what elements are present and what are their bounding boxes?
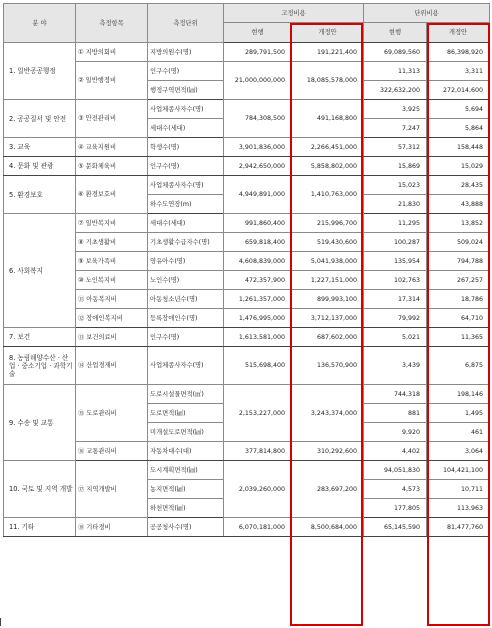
fixed-current-cell: 3,901,836,000 bbox=[224, 138, 292, 157]
unit-revised-cell: 272,014,600 bbox=[427, 81, 490, 100]
unit-revised-cell: 509,024 bbox=[427, 233, 490, 252]
unit-revised-cell: 1,495 bbox=[427, 404, 490, 423]
fixed-revised-cell: 1,227,151,000 bbox=[292, 271, 364, 290]
unit-cell: 세대수(세대) bbox=[148, 119, 224, 138]
unit-current-cell: 79,992 bbox=[364, 309, 427, 328]
fixed-current-cell: 1,476,995,000 bbox=[224, 309, 292, 328]
unit-cell: 인구수(명) bbox=[148, 157, 224, 176]
unit-revised-cell: 104,421,100 bbox=[427, 461, 490, 480]
unit-cell: 사업체종사자수(명) bbox=[148, 176, 224, 195]
unit-current-cell: 15,869 bbox=[364, 157, 427, 176]
header-unit-cost-group: 단위비용 bbox=[364, 4, 490, 23]
unit-current-cell: 3,925 bbox=[364, 100, 427, 119]
unit-current-cell: 100,287 bbox=[364, 233, 427, 252]
unit-cell: 하수도연장(m) bbox=[148, 195, 224, 214]
unit-cell: 영유아수(명) bbox=[148, 252, 224, 271]
unit-revised-cell: 3,064 bbox=[427, 442, 490, 461]
item-cell: ⑦ 일반복지비 bbox=[76, 214, 148, 233]
unit-current-cell: 11,295 bbox=[364, 214, 427, 233]
fixed-revised-cell: 491,168,800 bbox=[292, 100, 364, 138]
table-row bbox=[4, 100, 490, 119]
cost-table-sheet bbox=[3, 3, 489, 537]
field-cell: 1. 일반공공행정 bbox=[4, 43, 76, 100]
unit-current-cell: 7,247 bbox=[364, 119, 427, 138]
unit-cell: 도로면적(㎢) bbox=[148, 404, 224, 423]
unit-cell: 행정구역면적(㎢) bbox=[148, 81, 224, 100]
unit-revised-cell: 113,963 bbox=[427, 499, 490, 518]
unit-cell: 인구수(명) bbox=[148, 62, 224, 81]
unit-cell: 공공청사수(명) bbox=[148, 518, 224, 537]
table-row bbox=[4, 214, 490, 233]
field-cell: 5. 환경보호 bbox=[4, 176, 76, 214]
field-cell: 7. 보건 bbox=[4, 328, 76, 347]
item-cell: ⑭ 산업경제비 bbox=[76, 347, 148, 385]
unit-current-cell: 21,830 bbox=[364, 195, 427, 214]
unit-revised-cell: 10,711 bbox=[427, 480, 490, 499]
fixed-revised-cell: 8,500,684,000 bbox=[292, 518, 364, 537]
unit-current-cell: 177,805 bbox=[364, 499, 427, 518]
unit-current-cell: 4,402 bbox=[364, 442, 427, 461]
header-unit-current: 현행 bbox=[364, 23, 427, 43]
item-cell: ④ 교육지원비 bbox=[76, 138, 148, 157]
unit-revised-cell: 11,365 bbox=[427, 328, 490, 347]
unit-revised-cell: 158,448 bbox=[427, 138, 490, 157]
item-cell: ② 일반행정비 bbox=[76, 62, 148, 100]
item-cell: ① 지방의회비 bbox=[76, 43, 148, 62]
fixed-revised-cell: 687,602,000 bbox=[292, 328, 364, 347]
table-row bbox=[4, 328, 490, 347]
unit-current-cell: 94,051,830 bbox=[364, 461, 427, 480]
unit-revised-cell: 13,852 bbox=[427, 214, 490, 233]
fixed-revised-cell: 5,041,938,000 bbox=[292, 252, 364, 271]
unit-revised-cell: 86,398,920 bbox=[427, 43, 490, 62]
unit-cell: 사업체종사자수(명) bbox=[148, 347, 224, 385]
unit-cell: 농지면적(㎢) bbox=[148, 480, 224, 499]
unit-revised-cell: 461 bbox=[427, 423, 490, 442]
table-row bbox=[4, 157, 490, 176]
fixed-current-cell: 377,814,800 bbox=[224, 442, 292, 461]
fixed-current-cell: 1,613,581,000 bbox=[224, 328, 292, 347]
fixed-revised-cell: 519,430,600 bbox=[292, 233, 364, 252]
fixed-current-cell: 4,608,839,000 bbox=[224, 252, 292, 271]
fixed-current-cell: 2,039,260,000 bbox=[224, 461, 292, 518]
field-cell: 2. 공공질서 및 안전 bbox=[4, 100, 76, 138]
unit-revised-cell: 43,888 bbox=[427, 195, 490, 214]
fixed-revised-cell: 215,996,700 bbox=[292, 214, 364, 233]
fixed-revised-cell: 283,697,200 bbox=[292, 461, 364, 518]
field-cell: 8. 농림해양수산 · 산업 · 중소기업 · 과학기술 bbox=[4, 347, 76, 385]
field-cell: 9. 수송 및 교통 bbox=[4, 385, 76, 461]
fixed-current-cell: 4,949,891,000 bbox=[224, 176, 292, 214]
item-cell: ③ 안전관리비 bbox=[76, 100, 148, 138]
unit-current-cell: 102,763 bbox=[364, 271, 427, 290]
unit-current-cell: 881 bbox=[364, 404, 427, 423]
unit-current-cell: 69,089,560 bbox=[364, 43, 427, 62]
standard-cost-table bbox=[3, 3, 490, 537]
unit-cell: 기초생활수급자수(명) bbox=[148, 233, 224, 252]
unit-current-cell: 322,632,200 bbox=[364, 81, 427, 100]
header-fixed-cost-group: 고정비용 bbox=[224, 4, 364, 23]
header-item: 측정항목 bbox=[76, 4, 148, 43]
fixed-current-cell: 289,791,500 bbox=[224, 43, 292, 62]
unit-revised-cell: 18,786 bbox=[427, 290, 490, 309]
table-row bbox=[4, 62, 490, 81]
table-row bbox=[4, 271, 490, 290]
unit-cell: 도로시설물면적(㎡) bbox=[148, 385, 224, 404]
item-cell: ⑥ 환경보호비 bbox=[76, 176, 148, 214]
table-row bbox=[4, 385, 490, 404]
table-header bbox=[4, 4, 490, 43]
fixed-current-cell: 1,261,357,000 bbox=[224, 290, 292, 309]
item-cell: ⑤ 문화체육비 bbox=[76, 157, 148, 176]
table-row bbox=[4, 43, 490, 62]
fixed-revised-cell: 1,410,763,000 bbox=[292, 176, 364, 214]
field-cell: 6. 사회복지 bbox=[4, 214, 76, 328]
item-cell: ⑧ 기초생활비 bbox=[76, 233, 148, 252]
table-row bbox=[4, 518, 490, 537]
unit-cell: 등록장애인수(명) bbox=[148, 309, 224, 328]
fixed-current-cell: 659,818,400 bbox=[224, 233, 292, 252]
unit-revised-cell: 5,694 bbox=[427, 100, 490, 119]
fixed-revised-cell: 3,243,374,000 bbox=[292, 385, 364, 442]
unit-current-cell: 57,312 bbox=[364, 138, 427, 157]
unit-cell: 도시계획면적(㎢) bbox=[148, 461, 224, 480]
item-cell: ⑬ 보건의료비 bbox=[76, 328, 148, 347]
table-row bbox=[4, 138, 490, 157]
field-cell: 10. 국토 및 지역 개발 bbox=[4, 461, 76, 518]
unit-current-cell: 744,318 bbox=[364, 385, 427, 404]
table-body bbox=[4, 43, 490, 537]
page-corner-mark bbox=[0, 618, 1, 626]
fixed-revised-cell: 5,858,802,000 bbox=[292, 157, 364, 176]
fixed-current-cell: 2,153,227,000 bbox=[224, 385, 292, 442]
unit-revised-cell: 3,311 bbox=[427, 62, 490, 81]
unit-cell: 하천면적(㎢) bbox=[148, 499, 224, 518]
unit-current-cell: 5,021 bbox=[364, 328, 427, 347]
unit-revised-cell: 64,710 bbox=[427, 309, 490, 328]
table-row bbox=[4, 290, 490, 309]
header-unit: 측정단위 bbox=[148, 4, 224, 43]
unit-revised-cell: 15,029 bbox=[427, 157, 490, 176]
unit-current-cell: 9,920 bbox=[364, 423, 427, 442]
unit-cell: 미개설도로면적(㎢) bbox=[148, 423, 224, 442]
fixed-revised-cell: 191,221,400 bbox=[292, 43, 364, 62]
fixed-revised-cell: 18,085,578,000 bbox=[292, 62, 364, 100]
unit-cell: 지방의원수(명) bbox=[148, 43, 224, 62]
unit-revised-cell: 81,477,760 bbox=[427, 518, 490, 537]
table-row bbox=[4, 442, 490, 461]
header-fixed-revised: 개정안 bbox=[292, 23, 364, 43]
unit-cell: 자동차대수(대) bbox=[148, 442, 224, 461]
unit-revised-cell: 794,788 bbox=[427, 252, 490, 271]
unit-cell: 노인수(명) bbox=[148, 271, 224, 290]
table-row bbox=[4, 252, 490, 271]
item-cell: ⑫ 장애인복지비 bbox=[76, 309, 148, 328]
unit-cell: 인구수(명) bbox=[148, 328, 224, 347]
header-unit-revised: 개정안 bbox=[427, 23, 490, 43]
fixed-revised-cell: 136,570,900 bbox=[292, 347, 364, 385]
header-field: 분 야 bbox=[4, 4, 76, 43]
item-cell: ⑱ 기타경비 bbox=[76, 518, 148, 537]
item-cell: ⑰ 지역개발비 bbox=[76, 461, 148, 518]
unit-current-cell: 65,145,590 bbox=[364, 518, 427, 537]
table-row bbox=[4, 461, 490, 480]
header-fixed-current: 현행 bbox=[224, 23, 292, 43]
unit-current-cell: 3,439 bbox=[364, 347, 427, 385]
fixed-revised-cell: 2,266,451,000 bbox=[292, 138, 364, 157]
table-row bbox=[4, 233, 490, 252]
item-cell: ⑯ 교통관리비 bbox=[76, 442, 148, 461]
table-row bbox=[4, 176, 490, 195]
fixed-revised-cell: 310,292,600 bbox=[292, 442, 364, 461]
unit-revised-cell: 5,864 bbox=[427, 119, 490, 138]
unit-cell: 아동청소년수(명) bbox=[148, 290, 224, 309]
fixed-current-cell: 21,000,000,000 bbox=[224, 62, 292, 100]
unit-cell: 세대수(세대) bbox=[148, 214, 224, 233]
table-row bbox=[4, 347, 490, 366]
unit-cell: 학생수(명) bbox=[148, 138, 224, 157]
fixed-revised-cell: 3,712,137,000 bbox=[292, 309, 364, 328]
item-cell: ⑪ 아동복지비 bbox=[76, 290, 148, 309]
unit-revised-cell: 267,257 bbox=[427, 271, 490, 290]
field-cell: 3. 교육 bbox=[4, 138, 76, 157]
unit-current-cell: 135,954 bbox=[364, 252, 427, 271]
item-cell: ⑮ 도로관리비 bbox=[76, 385, 148, 442]
fixed-current-cell: 2,942,650,000 bbox=[224, 157, 292, 176]
unit-revised-cell: 198,146 bbox=[427, 385, 490, 404]
unit-revised-cell: 28,435 bbox=[427, 176, 490, 195]
unit-current-cell: 4,573 bbox=[364, 480, 427, 499]
fixed-current-cell: 6,070,181,000 bbox=[224, 518, 292, 537]
unit-current-cell: 11,313 bbox=[364, 62, 427, 81]
unit-current-cell: 17,314 bbox=[364, 290, 427, 309]
fixed-current-cell: 784,308,500 bbox=[224, 100, 292, 138]
field-cell: 4. 문화 및 관광 bbox=[4, 157, 76, 176]
fixed-revised-cell: 899,993,100 bbox=[292, 290, 364, 309]
unit-revised-cell: 6,875 bbox=[427, 347, 490, 385]
fixed-current-cell: 472,357,900 bbox=[224, 271, 292, 290]
unit-current-cell: 15,023 bbox=[364, 176, 427, 195]
item-cell: ⑩ 노인복지비 bbox=[76, 271, 148, 290]
unit-cell: 사업체종사자수(명) bbox=[148, 100, 224, 119]
table-row bbox=[4, 309, 490, 328]
item-cell: ⑨ 보육가족비 bbox=[76, 252, 148, 271]
field-cell: 11. 기타 bbox=[4, 518, 76, 537]
fixed-current-cell: 991,860,400 bbox=[224, 214, 292, 233]
fixed-current-cell: 515,698,400 bbox=[224, 347, 292, 385]
